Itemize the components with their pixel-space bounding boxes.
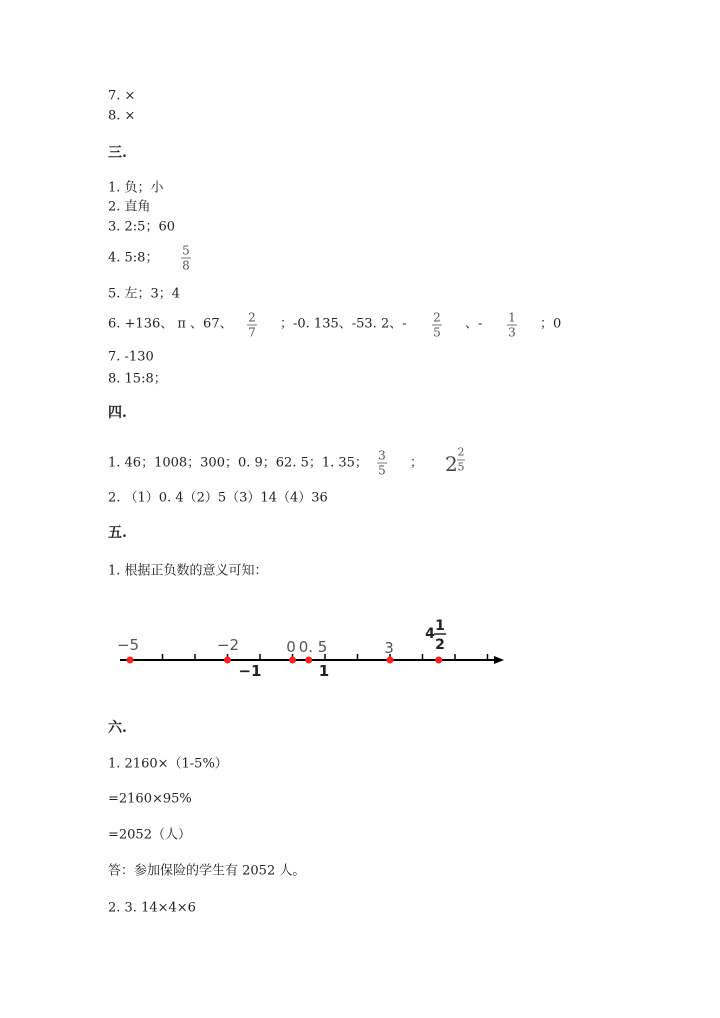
- numerator: 2: [433, 310, 441, 325]
- point-marker: [127, 657, 134, 664]
- fraction: [181, 244, 191, 273]
- answer-line: 3. 2:5；60: [108, 219, 175, 235]
- whole: 2: [445, 452, 458, 476]
- answer-line: 1. 2160×（1-5%）: [108, 756, 228, 772]
- section-heading: 六.: [108, 720, 127, 736]
- answer-line: ；-0. 135、-53. 2、-: [280, 316, 407, 332]
- label-above: 3: [384, 639, 394, 657]
- answer-line: 5. 左；3；4: [108, 286, 181, 302]
- label-below: 1: [318, 662, 330, 680]
- fraction: [432, 311, 442, 340]
- denominator: 5: [457, 460, 465, 474]
- denominator: 5: [378, 463, 386, 478]
- label-above: −2: [216, 636, 240, 654]
- answer-line: 8. 15:8；: [108, 371, 167, 387]
- numerator: 2: [457, 445, 465, 459]
- answer-line: 2. 直角: [108, 199, 151, 215]
- label-above: 0. 5: [298, 638, 328, 656]
- point-marker: [224, 657, 231, 664]
- numerator: 5: [182, 243, 190, 258]
- answer-line: 8. ×: [108, 108, 136, 124]
- answer-line: ；0: [540, 316, 562, 332]
- answer-line: 1. 负；小: [108, 180, 164, 196]
- denominator: 7: [248, 325, 256, 340]
- label-above: −5: [116, 636, 140, 654]
- mixed-num: 1: [435, 618, 445, 634]
- numerator: 2: [248, 310, 256, 325]
- fraction: [457, 446, 465, 475]
- point-marker: [289, 657, 296, 664]
- mixed-den: 2: [435, 637, 445, 653]
- fraction: [247, 311, 257, 340]
- section-heading: 五.: [108, 525, 127, 541]
- separator: ；: [410, 455, 424, 471]
- answer-line: 答：参加保险的学生有 2052 人。: [108, 863, 306, 879]
- numerator: 3: [378, 448, 386, 463]
- fraction: [377, 449, 387, 478]
- numerator: 1: [508, 310, 516, 325]
- label-above: 0: [286, 638, 296, 656]
- arrow-icon: [494, 656, 504, 664]
- answer-line: =2160×95%: [108, 791, 192, 807]
- point-marker: [305, 657, 312, 664]
- answer-line: =2052（人）: [108, 827, 191, 843]
- number-line: [0, 600, 720, 690]
- denominator: 3: [508, 325, 516, 340]
- denominator: 5: [433, 325, 441, 340]
- answer-line: 1. 根据正负数的意义可知：: [108, 563, 268, 579]
- fraction: [507, 311, 517, 340]
- denominator: 8: [182, 258, 190, 273]
- section-heading: 三.: [108, 145, 127, 161]
- answer-line: 7. ×: [108, 88, 136, 104]
- point-marker: [435, 657, 442, 664]
- section-heading: 四.: [108, 405, 127, 421]
- answer-line: 2. 3. 14×4×6: [108, 900, 196, 916]
- answer-line: 2. （1）0. 4（2）5（3）14（4）36: [108, 490, 328, 506]
- answer-line: 7. -130: [108, 349, 154, 365]
- answer-line: 4. 5:8；: [108, 250, 159, 266]
- point-marker: [387, 657, 394, 664]
- answer-line: 1. 46；1008；300；0. 9；62. 5；1. 35；: [108, 455, 368, 471]
- answer-line: 6. +136、 π 、67、: [108, 316, 233, 332]
- label-below: −1: [238, 662, 262, 680]
- answer-line: 、-: [465, 316, 483, 332]
- mixed-number: [445, 452, 458, 476]
- mixed-whole: 4: [425, 626, 435, 642]
